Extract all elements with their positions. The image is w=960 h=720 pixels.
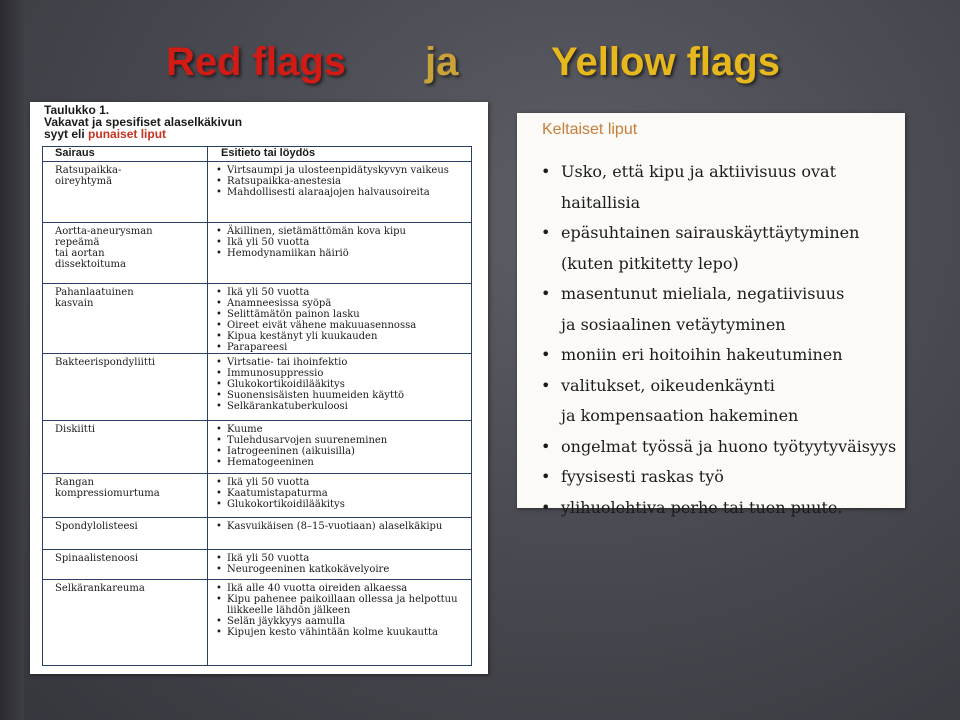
- yellow-flag-item: • ongelmat työssä ja huono työtyytyväisyys: [539, 432, 899, 463]
- finding-list: [213, 553, 471, 575]
- table-row: [43, 284, 471, 354]
- finding-item: • Kipua kestänyt yli kuukauden: [213, 331, 471, 342]
- yellow-flags-list: [539, 157, 899, 523]
- condition-name: Aortta-aneurysman repeämä tai aortan dissektoituma: [55, 226, 153, 270]
- table-caption: [44, 104, 242, 140]
- yellow-flags-panel: [517, 113, 905, 517]
- title-red-flags: Red flags: [166, 40, 347, 84]
- condition-name: Diskiitti: [55, 424, 96, 435]
- yellow-flag-continuation: ja sosiaalinen vetäytyminen: [561, 314, 786, 334]
- finding-list: [213, 477, 471, 510]
- finding-item: • Selittämätön painon lasku: [213, 309, 471, 320]
- table-row: [43, 354, 471, 421]
- finding-item: • Ikä yli 50 vuotta: [213, 287, 471, 298]
- yellow-flag-item: • epäsuhtainen sairauskäyttäytyminen: [539, 218, 899, 249]
- finding-item: • Suonensisäisten huumeiden käyttö: [213, 390, 471, 401]
- condition-name: Pahanlaatuinen kasvain: [55, 287, 134, 309]
- finding-item: • Hemodynamiikan häiriö: [213, 248, 471, 259]
- finding-item: • Ikä yli 50 vuotta: [213, 477, 471, 488]
- table-row: [43, 223, 471, 284]
- table-row: [43, 550, 471, 580]
- title-yellow-flags: Yellow flags: [551, 40, 780, 84]
- header-esitieto: Esitieto tai löydös: [221, 147, 316, 159]
- caption-line-2: Vakavat ja spesifiset alaselkäkivun: [44, 115, 243, 129]
- finding-item: • Hematogeeninen: [213, 457, 471, 468]
- finding-item: • Ikä alle 40 vuotta oireiden alkaessa: [213, 583, 471, 594]
- finding-list: [213, 226, 471, 259]
- finding-item: • Oireet eivät vähene makuuasennossa: [213, 320, 471, 331]
- finding-item: • Kaatumistapaturma: [213, 488, 471, 499]
- table-row: [43, 162, 471, 223]
- yellow-flag-continuation: (kuten pitkitetty lepo): [561, 253, 739, 273]
- finding-item: • Ikä yli 50 vuotta: [213, 237, 471, 248]
- finding-item: • Äkillinen, sietämättömän kova kipu: [213, 226, 471, 237]
- condition-name: Bakteerispondyliitti: [55, 357, 156, 368]
- yellow-flag-item: • Usko, että kipu ja aktiivisuus ovat haitallisia: [539, 157, 899, 218]
- caption-line-3: [44, 128, 242, 140]
- table-row: [43, 518, 471, 550]
- condition-name: Ratsupaikka- oireyhtymä: [55, 165, 122, 187]
- caption-line-1: Taulukko 1.: [44, 103, 110, 117]
- caption-prefix: syyt eli: [44, 127, 89, 141]
- condition-name: Rangan kompressiomurtuma: [55, 477, 160, 499]
- finding-item: • Neurogeeninen katkokävelyoire: [213, 564, 471, 575]
- red-flags-table: [42, 146, 472, 666]
- finding-item: • Virtsatie- tai ihoinfektio: [213, 357, 471, 368]
- table-row: [43, 421, 471, 474]
- finding-list: [213, 583, 471, 638]
- condition-name: Spinaalistenoosi: [55, 553, 139, 564]
- finding-item: • Selän jäykkyys aamulla: [213, 616, 471, 627]
- condition-name: Selkärankareuma: [55, 583, 145, 594]
- finding-list: [213, 165, 471, 198]
- finding-list: [213, 357, 471, 412]
- finding-item: • Kipu pahenee paikoillaan ollessa ja helpottuu liikkeelle lähdön jälkeen: [213, 594, 471, 616]
- finding-item: • Tulehdusarvojen suureneminen: [213, 435, 471, 446]
- yellow-flag-continuation: ja kompensaation hakeminen: [561, 406, 799, 425]
- finding-item: • Ikä yli 50 vuotta: [213, 553, 471, 564]
- finding-item: • Glukokortikoidilääkitys: [213, 499, 471, 510]
- finding-item: • Virtsaumpi ja ulosteenpidätyskyvyn vaikeus: [213, 165, 471, 176]
- caption-red-text: punaiset liput: [88, 127, 167, 141]
- yellow-flag-item: • moniin eri hoitoihin hakeutuminen: [539, 340, 899, 371]
- finding-list: [213, 287, 471, 353]
- slide-title: [0, 40, 960, 100]
- finding-item: • Kipujen kesto vähintään kolme kuukautta: [213, 627, 471, 638]
- yellow-flags-heading: Keltaiset liput: [542, 121, 638, 138]
- yellow-flag-item: • ylihuolehtiva perhe tai tuen puute.: [539, 493, 899, 524]
- yellow-flag-item: • valitukset, oikeudenkäynti: [539, 371, 899, 402]
- finding-item: • Selkärankatuberkuloosi: [213, 401, 471, 412]
- slide-left-bar: [0, 0, 24, 720]
- table-row: [43, 580, 471, 666]
- table-row: [43, 474, 471, 518]
- yellow-flag-item: • masentunut mieliala, negatiivisuus: [539, 279, 899, 310]
- finding-item: • Immunosuppressio: [213, 368, 471, 379]
- yellow-flag-item: • fyysisesti raskas työ: [539, 462, 899, 493]
- header-sairaus: Sairaus: [55, 147, 95, 159]
- finding-list: [213, 424, 471, 468]
- finding-item: • Glukokortikoidilääkitys: [213, 379, 471, 390]
- finding-item: • Kuume: [213, 424, 471, 435]
- finding-item: • Ratsupaikka-anestesia: [213, 176, 471, 187]
- finding-item: • Kasvuikäisen (8–15-vuotiaan) alaselkäkipu: [213, 521, 471, 532]
- finding-item: • Anamneesissa syöpä: [213, 298, 471, 309]
- red-flags-table-image: [30, 102, 488, 674]
- finding-item: • Mahdollisesti alaraajojen halvausoireita: [213, 187, 471, 198]
- condition-name: Spondylolisteesi: [55, 521, 138, 532]
- table-header-row: [43, 147, 471, 162]
- finding-list: [213, 521, 471, 532]
- finding-item: • Iatrogeeninen (aikuisilla): [213, 446, 471, 457]
- title-ja: ja: [425, 40, 459, 84]
- finding-item: • Parapareesi: [213, 342, 471, 353]
